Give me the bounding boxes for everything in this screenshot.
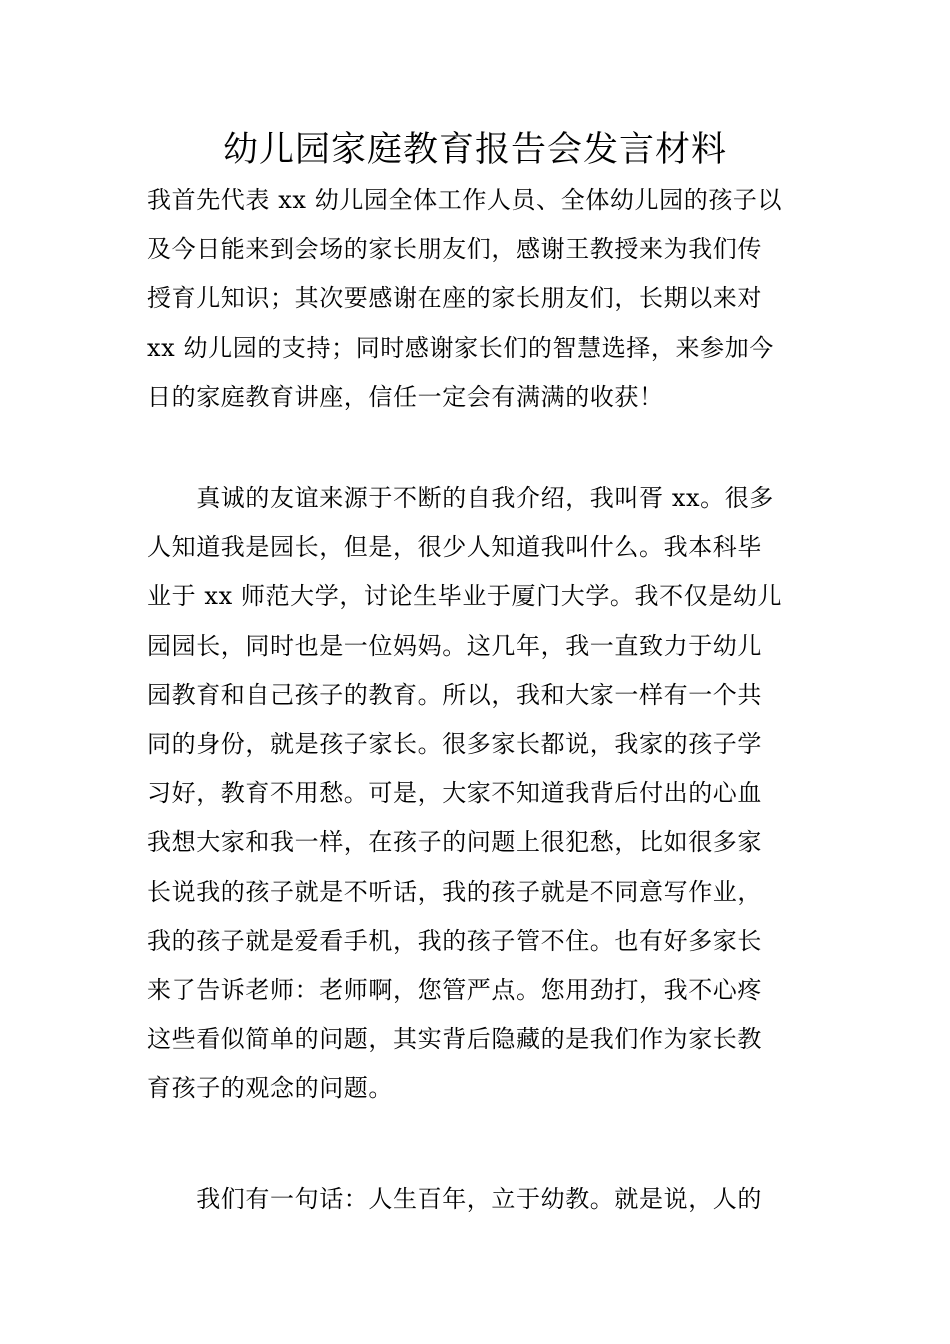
paragraph-line: 业于 xx 师范大学，讨论生毕业于厦门大学。我不仅是幼儿 bbox=[147, 582, 783, 611]
paragraph-1 bbox=[147, 176, 807, 422]
paragraph-3 bbox=[147, 1175, 807, 1224]
paragraph-line: 育孩子的观念的问题。 bbox=[147, 1074, 393, 1103]
paragraph-line: 园园长，同时也是一位妈妈。这几年，我一直致力于幼儿 bbox=[147, 631, 762, 660]
paragraph-line: 我的孩子就是爱看手机，我的孩子管不住。也有好多家长 bbox=[147, 926, 762, 955]
paragraph-line: xx 幼儿园的支持；同时感谢家长们的智慧选择，来参加今 bbox=[147, 333, 774, 362]
document-title: 幼儿园家庭教育报告会发言材料 bbox=[222, 130, 727, 170]
paragraph-line: 这些看似简单的问题，其实背后隐藏的是我们作为家长教 bbox=[147, 1025, 762, 1054]
paragraph-line: 人知道我是园长，但是，很少人知道我叫什么。我本科毕 bbox=[147, 533, 762, 562]
paragraph-line: 我首先代表 xx 幼儿园全体工作人员、全体幼儿园的孩子以 bbox=[147, 186, 783, 214]
paragraph-line: 及今日能来到会场的家长朋友们，感谢王教授来为我们传 bbox=[147, 235, 762, 264]
paragraph-line: 园教育和自己孩子的教育。所以，我和大家一样有一个共 bbox=[147, 680, 762, 709]
paragraph-line: 习好，教育不用愁。可是，大家不知道我背后付出的心血 bbox=[147, 779, 762, 808]
paragraph-line: 我想大家和我一样，在孩子的问题上很犯愁，比如很多家 bbox=[147, 828, 762, 857]
paragraph-line: 同的身份，就是孩子家长。很多家长都说，我家的孩子学 bbox=[147, 729, 762, 758]
paragraph-line: 我们有一句话：人生百年，立于幼教。就是说，人的 bbox=[147, 1185, 762, 1213]
paragraph-line: 日的家庭教育讲座，信任一定会有满满的收获！ bbox=[147, 382, 664, 411]
paragraph-line: 来了告诉老师：老师啊，您管严点。您用劲打，我不心疼 bbox=[147, 975, 762, 1004]
paragraph-line: 授育儿知识；其次要感谢在座的家长朋友们，长期以来对 bbox=[147, 284, 762, 313]
paragraph-line: 真诚的友谊来源于不断的自我介绍，我叫胥 xx。很多 bbox=[147, 484, 774, 512]
paragraph-2 bbox=[147, 474, 807, 1113]
paragraph-line: 长说我的孩子就是不听话，我的孩子就是不同意写作业， bbox=[147, 877, 762, 906]
